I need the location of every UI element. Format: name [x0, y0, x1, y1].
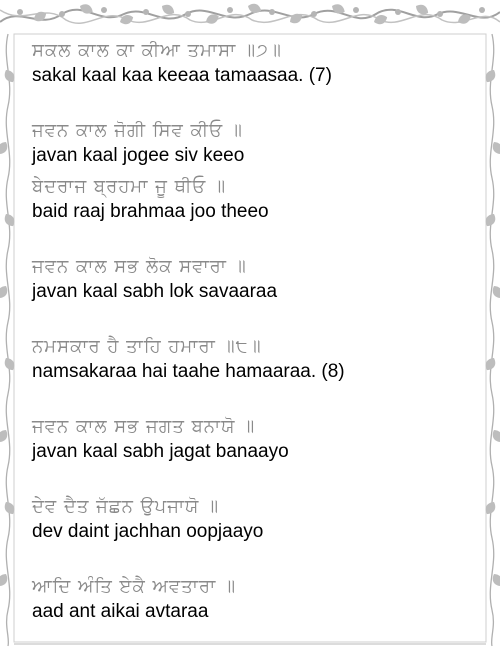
transliteration-line: javan kaal sabh jagat banaayo: [32, 441, 289, 462]
transliteration-line: baid raaj brahmaa joo theeo: [32, 201, 269, 222]
verse-3: [32, 174, 472, 224]
transliteration-line: sakal kaal kaa keeaa tamaasaa. (7): [32, 65, 332, 86]
verse-1: [32, 38, 472, 88]
gurmukhi-line: ਜਵਨ ਕਾਲ ਸਭ ਜਗਤ ਬਨਾਯੋ ॥: [32, 416, 256, 437]
gurmukhi-line: ਜਵਨ ਕਾਲ ਜੋਗੀ ਸਿਵ ਕੀਓ ॥: [32, 120, 243, 141]
verse-8: [32, 574, 472, 624]
transliteration-line: javan kaal jogee siv keeo: [32, 145, 245, 166]
verse-4: [32, 254, 472, 304]
gurmukhi-line: ਦੇਵ ਦੈਤ ਜੱਛਨ ਉਪਜਾਯੋ ॥: [32, 496, 220, 517]
transliteration-line: dev daint jachhan oopjaayo: [32, 521, 264, 542]
transliteration-line: aad ant aikai avtaraa: [32, 601, 209, 622]
gurmukhi-line: ਜਵਨ ਕਾਲ ਸਭ ਲੋਕ ਸਵਾਰਾ ॥: [32, 256, 247, 277]
transliteration-line: namsakaraa hai taahe hamaaraa. (8): [32, 361, 345, 382]
gurmukhi-line: ਨਮਸਕਾਰ ਹੈ ਤਾਹਿ ਹਮਾਰਾ ॥੮॥: [32, 336, 262, 357]
verse-6: [32, 414, 472, 464]
gurmukhi-line: ਸਕਲ ਕਾਲ ਕਾ ਕੀਆ ਤਮਾਸਾ ॥੭॥: [32, 40, 282, 61]
verse-list: [32, 38, 472, 624]
gurmukhi-line: ਆਦਿ ਅੰਤਿ ਏਕੈ ਅਵਤਾਰਾ ॥: [32, 576, 237, 597]
transliteration-line: javan kaal sabh lok savaaraa: [32, 281, 278, 302]
verse-5: [32, 334, 472, 384]
verse-7: [32, 494, 472, 544]
top-vine: [0, 2, 500, 26]
verse-2: [32, 118, 472, 168]
gurmukhi-line: ਬੇਦਰਾਜ ਬ੍ਰਹਮਾ ਜੂ ਥੀਓ ॥: [32, 176, 227, 197]
